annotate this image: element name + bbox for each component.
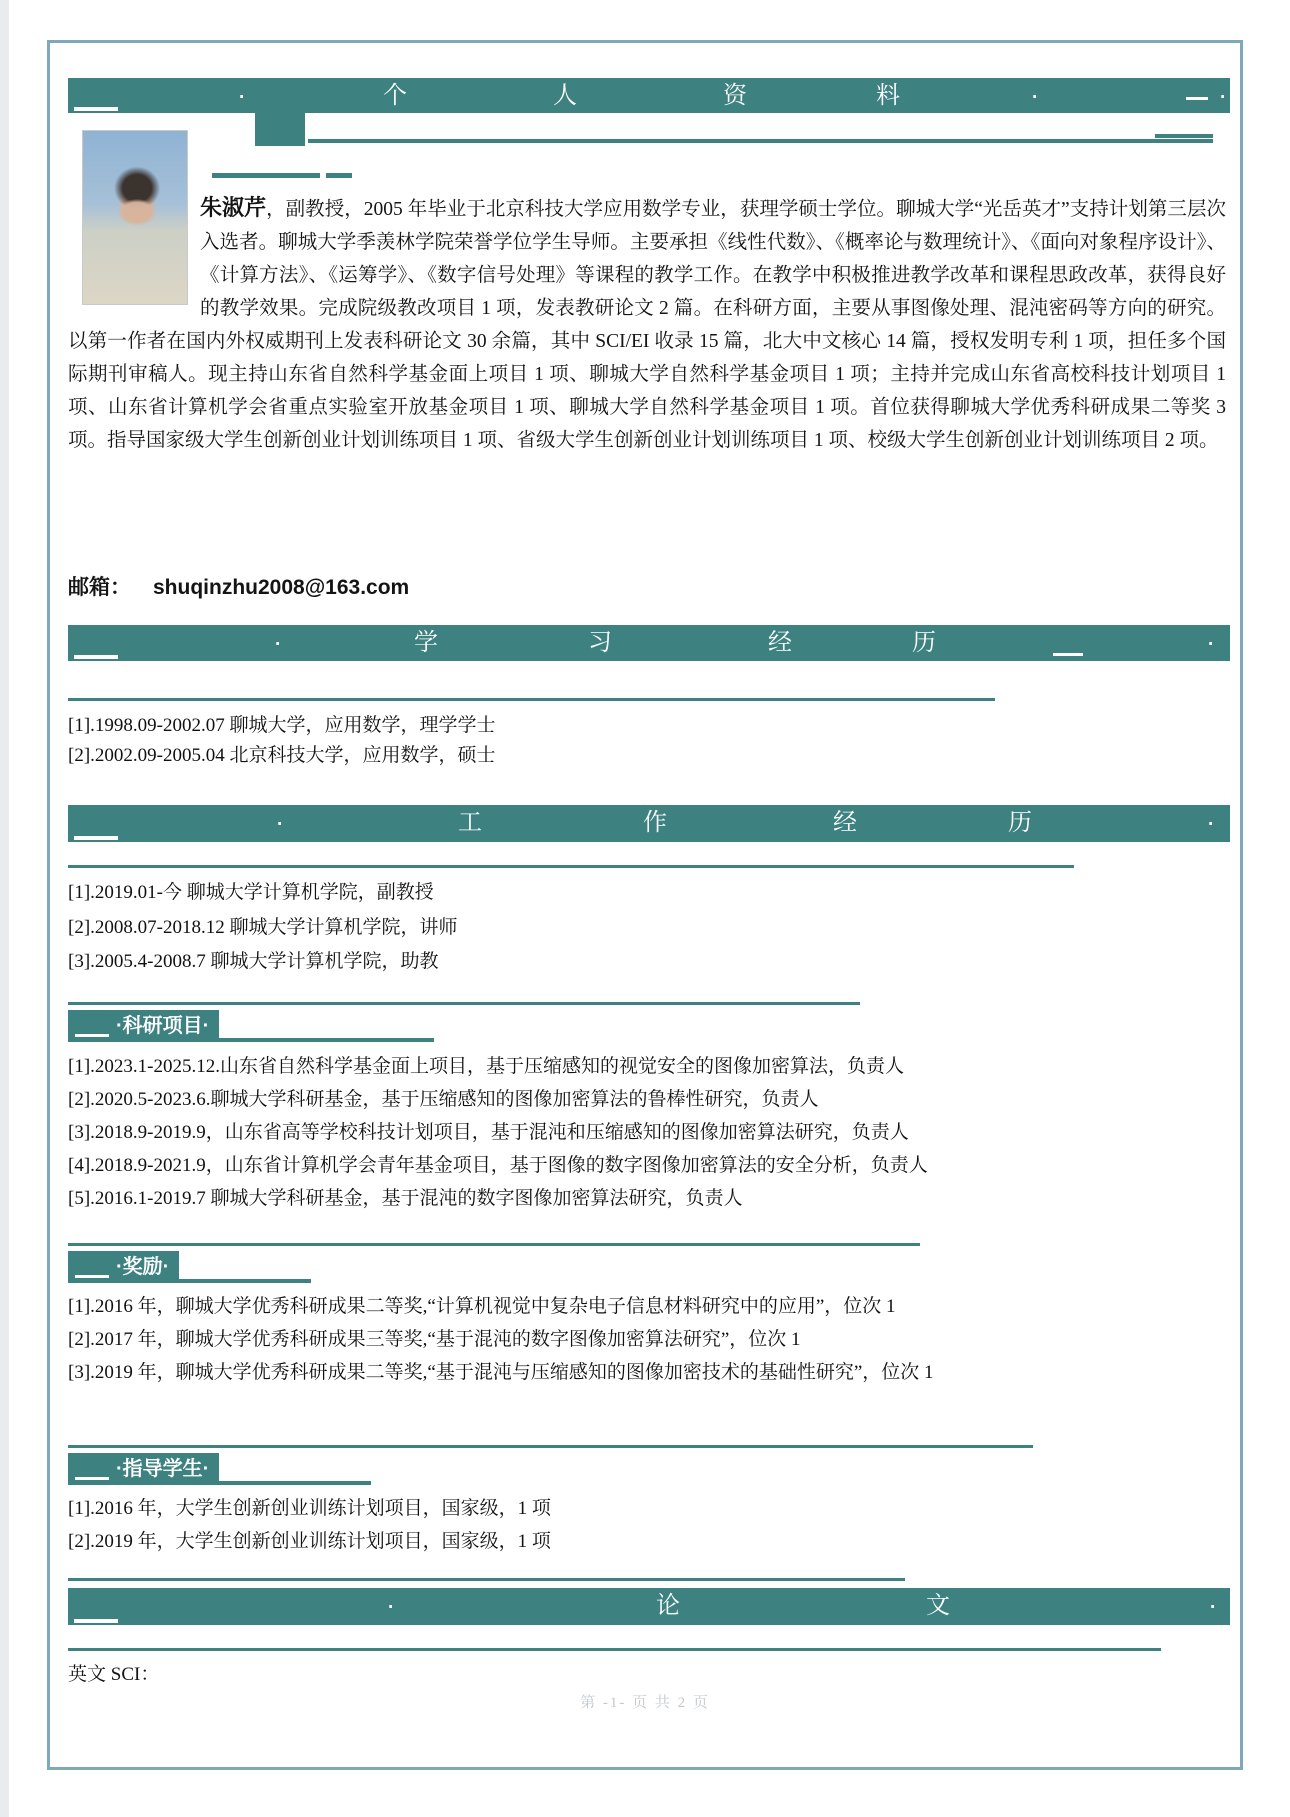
section-rule (68, 1445, 1033, 1448)
list-item: [1].2019.01-今 聊城大学计算机学院，副教授 (68, 882, 434, 903)
section-rule (68, 698, 995, 701)
bio-text: ，副教授，2005 年毕业于北京科技大学应用数学专业，获理学硕士学位。聊城大学“光岳英才”支持计划第三层次入选者。聊城大学季羡林学院荣誉学位学生导师。主要承担《线性代数》、《概率论与数理统计》、《面向对象程序设计》、《计算方法》、《运筹学》、《数字信号处理》等课程的教学工作。在教学中积极推进教学改革和课程思政改革，获得良好的教学效果。完成院级教改项目 1 项，发表教研论文 2 篇。在科研方面，主要从事图像处理、混沌密码等方向的研究。以第一作者在国内外权威期刊上发表科研论文 30 余篇，其中 SCI/EI 收录 15 篇，北大中文核心 14 篇，授权发明专利 1 项，担任多个国际期刊审稿人。现主持山东省自然科学基金面上项目 1 项、聊城大学自然科学基金项目 1 项；主持并完成山东省高校科技计划项目 1 项、山东省计算机学会省重点实验室开放基金项目 1 项、聊城大学自然科学基金项目 1 项。首位获得聊城大学优秀科研成果二等奖 3 项。指导国家级大学生创新创业计划训练项目 1 项、省级大学生创新创业计划训练项目 1 项、校级大学生创新创业计划训练项目 2 项。 (68, 199, 1226, 451)
section-label-projects (68, 1010, 219, 1042)
person-name: 朱淑芹 (200, 195, 267, 220)
deco-long-line (308, 139, 1213, 143)
list-item: [1].1998.09-2002.07 聊城大学，应用数学，理学学士 (68, 715, 496, 736)
page-footer: 第 -1- 页 共 2 页 (580, 1695, 710, 1711)
label-text: ·科研项目· (116, 1015, 210, 1037)
bar-underscore-mark (74, 655, 118, 659)
label-extension-line (179, 1279, 311, 1283)
list-item: [2].2002.09-2005.04 北京科技大学，应用数学，硕士 (68, 745, 496, 766)
resume-page (47, 40, 1243, 1770)
work-list (68, 876, 1228, 980)
list-item: [2].2008.07-2018.12 聊城大学计算机学院，讲师 (68, 916, 458, 938)
label-text: ·奖励· (116, 1256, 170, 1278)
section-bar-work (68, 805, 1230, 842)
bar-char: 历 (1008, 809, 1032, 836)
bar-char: 文 (926, 1592, 950, 1619)
section-bar-education (68, 625, 1230, 661)
bar-underscore-mark (74, 107, 118, 111)
window-left-edge (0, 0, 9, 1817)
bar-char: 工 (458, 809, 482, 836)
bio-paragraph (68, 191, 1226, 457)
deco-line-tail (1155, 134, 1213, 138)
deco-dash (326, 173, 352, 178)
list-item: [2].2020.5-2023.6.聊城大学科研基金，基于压缩感知的图像加密算法的鲁棒性研究，负责人 (68, 1089, 819, 1110)
section-rule (68, 1648, 1161, 1651)
bar-dot: · (1208, 1589, 1218, 1620)
section-rule (68, 865, 1074, 868)
label-extension-line (219, 1038, 434, 1042)
section-label-awards-row (68, 1251, 311, 1283)
bar-char: 经 (768, 629, 792, 656)
projects-list (68, 1050, 1228, 1215)
label-underscore-mark (75, 1034, 109, 1037)
list-item: [1].2016 年，大学生创新创业训练计划项目，国家级，1 项 (68, 1498, 551, 1519)
section-bar-personal-info (68, 78, 1230, 113)
bar-char: 资 (723, 82, 747, 109)
section-label-students-row (68, 1453, 371, 1485)
email-value: shuqinzhu2008@163.com (153, 576, 410, 599)
list-item: [3].2005.4-2008.7 聊城大学计算机学院，助教 (68, 951, 439, 972)
bar-char: 历 (912, 629, 936, 656)
bar-char: 论 (656, 1592, 680, 1619)
bar-underscore-mark (74, 836, 118, 840)
bar-underscore-mark (74, 1619, 118, 1623)
section-bar-papers (68, 1588, 1230, 1625)
label-text: ·指导学生· (116, 1458, 210, 1480)
english-sci-label: 英文 SCI： (68, 1664, 160, 1685)
section-rule (68, 1002, 860, 1005)
label-extension-line (219, 1481, 371, 1485)
bar-dot: · (275, 806, 285, 837)
bar-dot: · (1206, 806, 1216, 837)
label-underscore-mark (75, 1477, 109, 1480)
bar-dot: · (386, 1589, 396, 1620)
deco-teal-square (255, 113, 305, 146)
label-underscore-mark (75, 1275, 109, 1278)
bar-char: 个 (383, 82, 407, 109)
bar-dot: · (237, 79, 247, 110)
photo-wrap-spacer (68, 191, 200, 303)
education-list (68, 711, 1228, 771)
bar-char: 人 (553, 82, 577, 109)
bar-underscore-mark (1053, 653, 1083, 656)
list-item: [5].2016.1-2019.7 聊城大学科研基金，基于混沌的数字图像加密算法研究，负责人 (68, 1188, 743, 1209)
list-item: [3].2018.9-2019.9，山东省高等学校科技计划项目，基于混沌和压缩感知的图像加密算法研究，负责人 (68, 1122, 909, 1143)
list-item: [2].2019 年，大学生创新创业训练计划项目，国家级，1 项 (68, 1531, 551, 1552)
email-label: 邮箱： (68, 576, 131, 599)
bar-dot: · (1206, 626, 1216, 657)
bar-tail-mark (1186, 97, 1208, 100)
bar-dot: · (1218, 79, 1228, 110)
section-rule (68, 1243, 920, 1246)
awards-list (68, 1290, 1228, 1389)
bar-dot: · (273, 626, 283, 657)
section-label-projects-row (68, 1010, 434, 1042)
bar-char: 习 (588, 629, 612, 656)
section-rule (68, 1578, 905, 1581)
list-item: [1].2016 年，聊城大学优秀科研成果二等奖,“计算机视觉中复杂电子信息材料研究中的应用”，位次 1 (68, 1296, 896, 1317)
bar-dot: · (1030, 79, 1040, 110)
list-item: [3].2019 年，聊城大学优秀科研成果二等奖,“基于混沌与压缩感知的图像加密技术的基础性研究”，位次 1 (68, 1362, 934, 1383)
students-list (68, 1492, 1228, 1558)
bar-char: 作 (643, 809, 667, 836)
section-label-students (68, 1453, 219, 1485)
list-item: [4].2018.9-2021.9，山东省计算机学会青年基金项目，基于图像的数字图像加密算法的安全分析，负责人 (68, 1155, 928, 1176)
list-item: [1].2023.1-2025.12.山东省自然科学基金面上项目，基于压缩感知的视觉安全的图像加密算法，负责人 (68, 1056, 904, 1077)
deco-dash (212, 173, 320, 178)
bar-char: 经 (833, 809, 857, 836)
bar-char: 学 (414, 629, 438, 656)
bar-char: 料 (876, 82, 900, 109)
list-item: [2].2017 年，聊城大学优秀科研成果三等奖,“基于混沌的数字图像加密算法研究”，位次 1 (68, 1329, 801, 1350)
section-label-awards (68, 1251, 179, 1283)
email-row (68, 571, 409, 601)
